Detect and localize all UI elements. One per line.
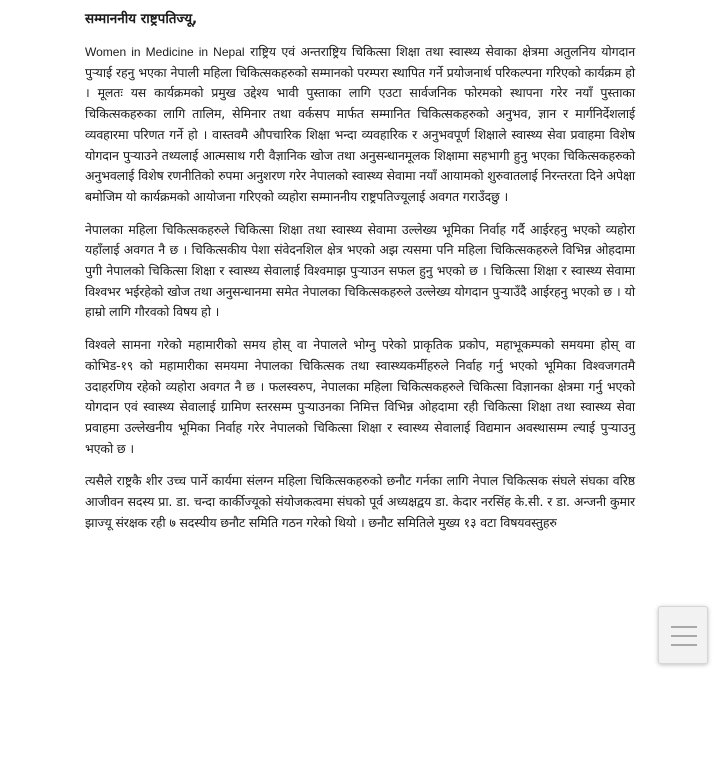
salutation: सम्माननीय राष्ट्रपतिज्यू, <box>85 11 198 27</box>
menu-bar-top <box>671 626 697 628</box>
paragraph-3: विश्वले सामना गरेको महामारीको समय होस् वा नेपालले भोग्नु परेको प्राकृतिक प्रकोप, महाभूकम्पको समयमा होस् वा कोभिड-१९ को महामारीका समयमा नेपालका चिकित्सक तथा स्वास्थ्यकर्मीहरुले निर्वाह गर्नु भएको भूमिका विश्वजगतमै उदाहरणिय रहेको व्यहोरा अवगत नै छ । फलस्वरुप, नेपालका महिला चिकित्सकहरुले चिकित्सा विज्ञानका क्षेत्रमा गर्नु भएको योगदान एवं स्वास्थ्य सेवालाई ग्रामिण स्तरसम्म पुऱ्याउनका निमित्त विभिन्न ओहदामा रही चिकित्सा शिक्षा तथा स्वास्थ्य सेवा प्रवाहमा उल्लेखनीय भूमिका निर्वाह गरेर नेपालको चिकित्सा शिक्षा र स्वास्थ्य सेवालाई विद्यमान अवस्थासम्म ल्याई पुऱ्याउनु भएको छ । <box>85 337 635 456</box>
document-body <box>85 8 635 545</box>
paragraph-1-text: राष्ट्रिय एवं अन्तराष्ट्रिय चिकित्सा शिक्षा तथा स्वास्थ्य सेवाका क्षेत्रमा अतुलनिय योगदान पुऱ्याई रहनु भएका नेपाली महिला चिकित्सकहरुको सम्मानको परम्परा स्थापित गर्ने प्रयोजनार्थ परिकल्पना गरिएको कार्यक्रम हो । मूलतः यस कार्यक्रमको प्रमुख उद्देश्य भावी पुस्ताका लागि एउटा सार्वजनिक फोरमको स्थापना गरेर नयाँ पुस्ताका चिकित्सकहरुका लागि तालिम, सेमिनार तथा वर्कसप मार्फत सम्मानित चिकित्सकहरुको अनुभव, ज्ञान र मार्गनिर्देशलाई व्यवहारमा परिणत गर्ने हो । वास्तवमै औपचारिक शिक्षा भन्दा व्यवहारिक र अनुभवपूर्ण शिक्षाले स्वास्थ्य सेवा प्रवाहमा विशेष योगदान पुऱ्याउने तथ्यलाई आत्मसाथ गरी वैज्ञानिक खोज तथा अनुसन्धानमूलक शिक्षामा सहभागी हुनु भएका चिकित्सकहरुको अनुभवलाई विशेष रणनीतिको रुपमा अनुशरण गरेर नेपालको स्वास्थ्य सेवामा नयाँ आयामको शुरुवातलाई निरन्तरता दिने अपेक्षा बमोजिम यो कार्यक्रमको आयोजना गरिएको व्यहोरा सम्माननीय राष्ट्रपतिज्यूलाई अवगत गराउँदछु । <box>85 44 635 204</box>
menu-button[interactable] <box>658 606 708 664</box>
menu-bar-middle <box>671 635 697 637</box>
menu-bar-bottom <box>671 644 697 646</box>
paragraph-2: नेपालका महिला चिकित्सकहरुले चिकित्सा शिक्षा तथा स्वास्थ्य सेवामा उल्लेख्य भूमिका निर्वाह गर्दै आईरहनु भएको व्यहोरा यहाँलाई अवगत नै छ । चिकित्सकीय पेशा संवेदनशिल क्षेत्र भएको अझ त्यसमा पनि महिला चिकित्सकहरुले विभिन्न ओहदामा पुगी नेपालको चिकित्सा शिक्षा र स्वास्थ्य सेवालाई विश्वमाझ पुऱ्याउन सफल हुनु भएको छ । चिकित्सा शिक्षा र स्वास्थ्य सेवामा विश्वभर भईरहेको खोज तथा अनुसन्धानमा समेत नेपालका चिकित्सकहरुले उल्लेख्य योगदान पुऱ्याउँदै आईरहनु भएको छ । यो हाम्रो लागि गौरवको विषय हो । <box>85 221 635 320</box>
organization-name: Women in Medicine in Nepal <box>85 45 245 59</box>
paragraph-4: त्यसैले राष्ट्रकै शीर उच्च पार्ने कार्यमा संलग्न महिला चिकित्सकहरुको छनौट गर्नका लागि नेपाल चिकित्सक संघले संघका वरिष्ठ आजीवन सदस्य प्रा. डा. चन्दा कार्कीज्यूको संयोजकत्वमा संघको पूर्व अध्यक्षद्वय डा. केदार नरसिंह के.सी. र डा. अन्जनी कुमार झाज्यू संरक्षक रही ७ सदस्यीय छनौट समिति गठन गरेको थियो । छनौट समितिले मुख्य १३ वटा विषयवस्तुहरु <box>85 473 635 530</box>
paragraph-1 <box>85 42 635 208</box>
